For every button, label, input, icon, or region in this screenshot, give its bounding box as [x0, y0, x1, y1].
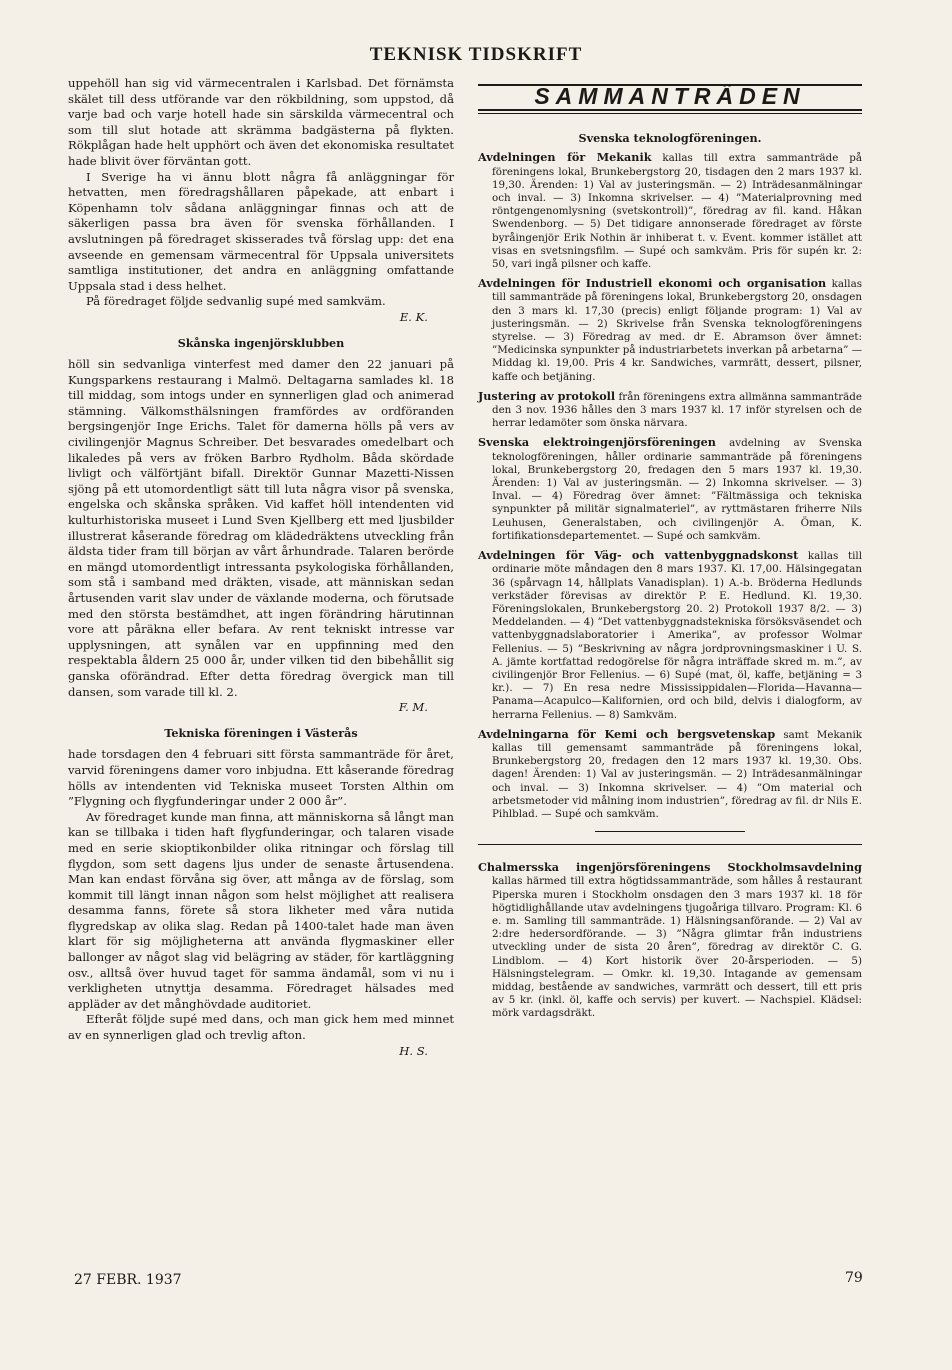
notice-title: Justering av protokoll	[478, 388, 616, 403]
banner-title: SAMMANTRÄDEN	[534, 83, 806, 109]
page-number: 79	[845, 1270, 863, 1286]
notice-title: Avdelningen för Industriell ekonomi och organisation	[478, 276, 827, 291]
left-column	[68, 76, 454, 1059]
notice-title: Chalmersska ingenjörsföreningens Stockholmsavdelning	[478, 860, 862, 875]
notice	[478, 277, 862, 384]
issue-date: 27 FEBR. 1937	[74, 1272, 182, 1288]
signature: F. M.	[398, 700, 428, 715]
notice	[478, 861, 862, 1020]
signature: E. K.	[399, 309, 428, 324]
banner-rule	[478, 109, 862, 111]
notice-text: från föreningens extra allmänna sammanträde den 3 nov. 1936 hålles den 3 mars 1937 kl. 17 inför styrelsen och de herrar ledamöter som önska närvara.	[492, 390, 862, 430]
article-paragraph: hade torsdagen den 4 februari sitt första sammanträde för året, varvid föreningens damer voro inbjudna. Ett kåserande föredrag hölls av intendenten vid Tekniska museet Torsten Althin om ”Flygning och flygfunderingar under 2 000 år”.	[68, 747, 454, 809]
notice-text: avdelning av Svenska teknologföreningen, håller ordinarie sammanträde på föreningens lokal, Brunkebergstorg 20, fredagen den 5 mars 1937 kl. 19,30. Ärenden: 1) Val av justeringsmän. — 2) Inkomna skrivelser. — 3) Inval. — 4) Föredrag över ämnet: ”Fältmässiga och tekniska synpunkter på militär signalmateriel”, av ryttmästaren friherre Nils Leuhusen, Generalstaben, och civilingenjör A. Öman, K. fortifikationsdepartementet. — Supé och samkväm.	[492, 437, 863, 542]
section-divider	[478, 844, 862, 845]
article-paragraph: uppehöll han sig vid värmecentralen i Karlsbad. Det förnämsta skälet till dess utförande var den rökbildning, som uppstod, då varje bad och varje hotell hade sin särskilda värmecentral och som till slut hotade att skrämma badgästerna på flykten. Rökplågan hade helt upphört och även det ekonomiska resultatet hade blivit över förväntan gott.	[68, 76, 454, 168]
notice-text: kallas till ordinarie möte måndagen den 8 mars 1937. Kl. 17,00. Hälsingegatan 36 (spårvagn 14, hållplats Vanadisplan). 1) A.-b. Bröderna Hedlunds verkstäder förevisas av direktör P. E. Hedlund. Kl. 19,30. Föreningslokalen, Brunkebergstorg 20. 2) Protokoll 1937 8/2. — 3) Meddelanden. — 4) ”Det vattenbyggnadstekniska försöksväsendet och vattenbyggnadslaboratorier i Amerika”, av professor Wolmar Fellenius. — 5) ”Beskrivning av några jordprovningsmaskiner i U. S. A. jämte kortfattad redogörelse för några inträffade skred m. m.”, av civilingenjör Bror Fellenius. — 6) Supé (mat, öl, kaffe, betjäning = 3 kr.). — 7) En resa nedre Mississippidalen—Florida—Havanna—Panama—Acapulco—Kalifornien, ord och bild, delvis i dialogform, av herrarna Fellenius. — 8) Samkväm.	[492, 550, 862, 721]
article-paragraph: Efteråt följde supé med dans, och man gick hem med minnet av en synnerligen glad och trevlig afton.	[68, 1012, 454, 1043]
notice-title: Svenska elektroingenjörsföreningen	[478, 435, 716, 450]
article-paragraph: höll sin sedvanliga vinterfest med damer den 22 januari på Kungsparkens restaurang i Malmö. Deltagarna samlades kl. 18 till middag, som intogs under en synnerligen glad och animerad stämning. Välkomsthälsningen framfördes av ordföranden bergsingenjör Inge Erichs. Talet för damerna hölls på vers av civilingenjör Magnus Schreiber. Det besvarades omedelbart och likaledes på vers av fröken Barbro Rydholm. Båda skördade livligt och välförtjänt bifall. Direktör Gunnar Mazetti-Nissen sjöng på ett utomordentligt sätt till luta några visor på svenska, engelska och skånska språken. Vid kaffet höll intendenten vid kulturhistoriska museet i Lund Sven Kjellberg ett med ljusbilder illustrerat kåserande föredrag om klädedräktens utveckling från äldsta tider fram till början av vårt århundrade. Talaren berörde en mängd utomordentligt intressanta psykologiska förhållanden, som stå i samband med dräkten, visade, att människan sedan årtusenden varit slav under de växlande moderna, och förutsade med den största bestämdhet, att ingen förändring härutinnan vore att påräkna eller befara. Av rent tekniskt intresse var upplysningen, att synålen var en uppfinning med den respektabla åldern 25 000 år, under vilken tid den bibehållit sig ganska oförändrad. Efter detta föredrag övergick man till dansen, som varade till kl. 2.	[68, 357, 454, 699]
article-paragraph: I Sverige ha vi ännu blott några få anläggningar för hetvatten, men föredragshållaren påpekade, att enbart i Köpenhamn tolv sådana anläggningar finnas och att de säkerligen passa bra även för svenska förhållanden. I avslutningen på föredraget skisserades två förslag upp: det ena avseende en gemensam värmecentral för Uppsala universitets samtliga institutioner, det andra en anläggning omfattande Uppsala stad i dess helhet.	[68, 169, 454, 293]
notice-text: kallas härmed till extra högtidssammanträde, som hålles å restaurant Piperska muren i Stockholm onsdagen den 3 mars 1937 kl. 18 för högtidlighållande utav avdelningens tjugoåriga tillvaro. Program: Kl. 6 e. m. Samling till sammanträde. 1) Hälsningsanförande. — 2) Val av 2:dre hedersordförande. — 3) ”Några glimtar från industriens utveckling under de sista 20 åren”, föredrag av direktör C. G. Lindblom. — 4) Kort historik över 20-årsperioden. — 5) Hälsningstelegram. — Omkr. kl. 19,30. Intagande av gemensam middag, bestående av sandwiches, varmrätt och dessert, till ett pris av 5 kr. (inkl. öl, kaffe och servis) per kuvert. — Nachspiel. Klädsel: mörk vardagsdräkt.	[492, 875, 862, 1020]
journal-title: TEKNISK TIDSKRIFT	[369, 44, 583, 65]
notice-title: Avdelningen för Mekanik	[478, 150, 652, 165]
notice-title: Avdelningen för Väg- och vattenbyggnadskonst	[478, 548, 799, 563]
notice-text: kallas till sammanträde på föreningens lokal, Brunkebergstorg 20, onsdagen den 3 mars kl. 17,30 (precis) enligt följande program: 1) Val av justeringsmän. — 2) Skrivelse från Svenska teknologföreningens styrelse. — 3) Föredrag av med. dr E. Abramson över ämnet: ”Medicinska synpunkter på industriarbetets inverkan på arbetarna” — Middag kl. 19,00. Pris 4 kr. Sandwiches, varmrätt, dessert, pilsner, kaffe och betjäning.	[492, 278, 863, 383]
article-paragraph: Av föredraget kunde man finna, att människorna så långt man kan se tillbaka i tiden haft flygfunderingar, och talaren visade med en serie skioptikonbilder olika ritningar och förslag till flygdon, som sett dagens ljus under de senaste årtusendena. Man kan endast förvåna sig över, att många av de förslag, som kommit till längt innan någon som helst möjlighet att realisera desamma fanns, förete så stora likheter med våra nutida flygredskap av olika slag. Redan på 1400-talet hade man även klart för sig möjligheterna att använda flygmaskiner eller ballonger av något slag vid belägring av städer, för kartläggning osv., alltså över huvud taget för samma ändamål, som vi nu i verkligheten utnyttja desamma. Föredraget hälsades med appläder av det månghövdade auditoriet.	[68, 809, 454, 1011]
notice	[478, 549, 862, 722]
article-paragraph: På föredraget följde sedvanlig supé med samkväm.	[86, 294, 386, 309]
right-column	[478, 84, 862, 1027]
section-heading: Tekniska föreningen i Västerås	[164, 725, 358, 740]
notice-title: Avdelningarna för Kemi och bergsvetenskap	[478, 726, 776, 741]
section-divider	[595, 831, 745, 832]
signature: H. S.	[399, 1043, 428, 1058]
notice-text: kallas till extra sammanträde på föreningens lokal, Brunkebergstorg 20, tisdagen den 2 mars 1937 kl. 19,30. Ärenden: 1) Val av justeringsmän. — 2) Inträdesanmälningar och inval. — 3) Inkomna skrivelser. — 4) ”Materialprovning med röntgengenomlysning (svetskontroll)”, föredrag av fil. kand. Håkan Swendenborg. — 5) Det tidigare annonserade föredraget av förste byråingenjör Erik Nothin är inhiberat t. v. Event. kommer istället att visas en svetsningsfilm. — Supé och samkväm. Pris för supén kr. 2: 50, vari ingå pilsner och kaffe.	[492, 152, 863, 271]
notice-text: samt Mekanik kallas till gemensamt sammanträde på föreningens lokal, Brunkebergstorg 20, fredagen den 12 mars 1937 kl. 19,30. Obs. dagen! Ärenden: 1) Val av justeringsmän. — 2) Inträdesanmälningar och inval. — 3) Inkomna skrivelser. — 4) ”Om material och arbetsmetoder vid målning inom industrien”, föredrag av fil. dr Nils E. Pihlblad. — Supé och samkväm.	[492, 728, 862, 820]
banner-rule	[478, 113, 862, 114]
notice	[478, 151, 862, 271]
society-heading: Svenska teknologföreningen.	[578, 131, 762, 146]
section-heading: Skånska ingenjörsklubben	[177, 335, 345, 350]
notice	[478, 436, 862, 543]
notice	[478, 728, 862, 821]
notice	[478, 390, 862, 431]
